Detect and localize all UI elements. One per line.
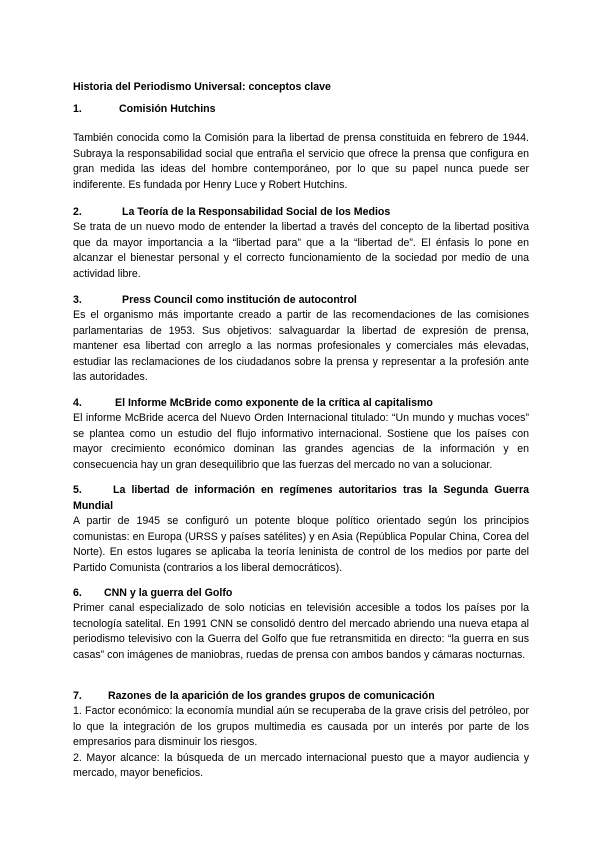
- section-body: El informe McBride acerca del Nuevo Orden Internacional titulado: “Un mundo y muchas voces” se plantea como un estudio del flujo informativo internacional. Sostiene que los países con mayor crecimiento económico dominan las grandes agencias de la información y en consecuencia hay un gran desequilibrio que las fuerzas del mercado no van a solucionar.: [73, 412, 529, 471]
- section-body: A partir de 1945 se configuró un potente bloque político orientado según los principios comunistas: en Europa (URSS y países satélites) y en Asia (República Popular China, Corea del Norte). En estos lugares se aplicaba la teoría leninista de control de los medios por parte del Partido Comunista (contrarios a los liberal democráticos).: [73, 515, 529, 574]
- section-number: 6.: [73, 587, 82, 599]
- section-heading: [73, 292, 529, 308]
- document-title: Historia del Periodismo Universal: conceptos clave: [73, 81, 331, 93]
- section-title: Comisión Hutchins: [119, 103, 216, 115]
- section-heading: [73, 204, 529, 220]
- section-heading: [73, 482, 529, 514]
- section-body: Es el organismo más importante creado a partir de las recomendaciones de las comisiones parlamentarias de 1953. Sus objetivos: salvaguardar la libertad de expresión de prensa, mantener esa libertad con arreglo a las normas profesionales y comerciales más elevadas, estudiar las reclamaciones de los ciudadanos sobre la prensa y representar a la profesión ante las autoridades.: [73, 309, 529, 384]
- section-body: También conocida como la Comisión para la libertad de prensa constituida en febrero de 1944. Subraya la responsabilidad social que entraña el servicio que ofrece la prensa que configura en gran medida las ideas del hombre contemporáneo, por lo que su papel nunca puede ser indiferente. Es fundada por Henry Luce y Robert Hutchins.: [73, 132, 529, 191]
- list-item: 1. Factor económico: la economía mundial aún se recuperaba de la grave crisis del petróleo, por lo que la integración de los grupos multimedia es causada por un interés por parte de los empresarios para disminuir los riesgos.: [73, 705, 529, 749]
- section-title: CNN y la guerra del Golfo: [104, 587, 233, 599]
- section-title: Razones de la aparición de los grandes grupos de comunicación: [108, 690, 435, 702]
- section-title: Press Council como institución de autocontrol: [122, 294, 357, 306]
- section-number: 4.: [73, 397, 82, 409]
- section-7: [73, 688, 529, 782]
- section-heading: [73, 585, 529, 601]
- section-title: El Informe McBride como exponente de la crítica al capitalismo: [115, 397, 433, 409]
- list-item: 2. Mayor alcance: la búsqueda de un mercado internacional puesto que a mayor audiencia y mercado, mayor beneficios.: [73, 751, 529, 780]
- section-1: [73, 101, 529, 193]
- section-number: 3.: [73, 294, 82, 306]
- section-title: La libertad de información en regímenes autoritarios tras la Segunda Guerra Mundial: [73, 484, 529, 512]
- section-heading: [73, 395, 529, 411]
- section-body: Primer canal especializado de solo noticias en televisión accesible a todos los países por la tecnología satelital. En 1991 CNN se consolidó dentro del mercado abriendo una nueva etapa al periodismo televisivo con la Guerra del Golfo que fue retransmitida en directo: “la guerra en sus casas” con imágenes de maniobras, ruedas de prensa con ambos bandos y cámaras nocturnas.: [73, 602, 529, 661]
- section-6: [73, 585, 529, 663]
- section-title: La Teoría de la Responsabilidad Social de los Medios: [122, 206, 391, 218]
- section-4: [73, 395, 529, 473]
- section-heading: [73, 101, 529, 117]
- section-number: 1.: [73, 103, 82, 115]
- section-number: 2.: [73, 206, 82, 218]
- section-5: [73, 482, 529, 576]
- section-3: [73, 292, 529, 386]
- section-2: [73, 204, 529, 282]
- section-heading: [73, 688, 529, 704]
- section-number: 5.: [73, 484, 82, 496]
- section-body: Se trata de un nuevo modo de entender la libertad a través del concepto de la libertad positiva que da mayor importancia a la “libertad para” que a la “libertad de”. El énfasis lo pone en alcanzar el bienestar personal y el correcto funcionamiento de la sociedad por medio de una actividad libre.: [73, 221, 529, 280]
- section-number: 7.: [73, 690, 82, 702]
